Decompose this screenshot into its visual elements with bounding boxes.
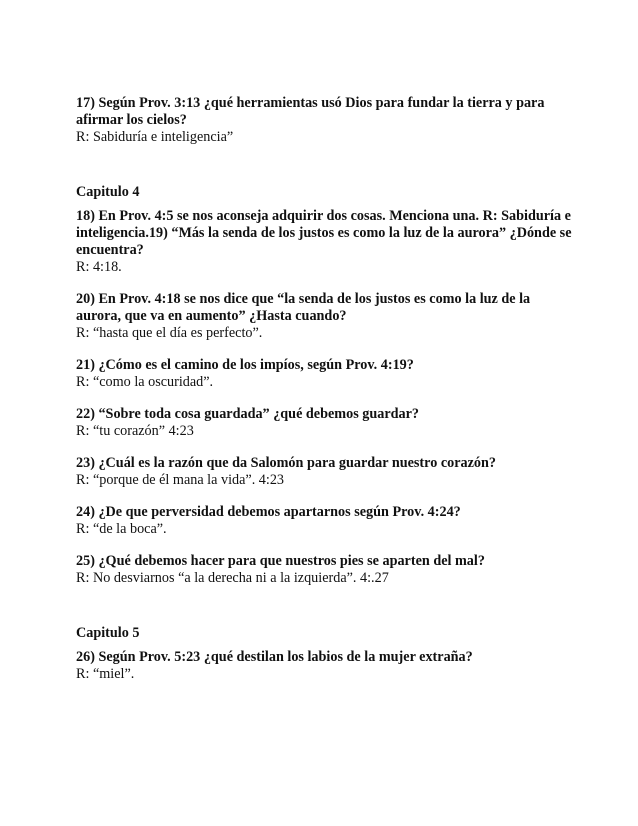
answer-17: R: Sabiduría e inteligencia” (76, 129, 234, 145)
qa-23 (76, 455, 576, 489)
document-page (76, 95, 576, 683)
qa-25 (76, 553, 576, 587)
answer-20: R: “hasta que el día es perfecto”. (76, 325, 263, 341)
qa-20 (76, 291, 576, 342)
question-26: 26) Según Prov. 5:23 ¿qué destilan los labios de la mujer extraña? (76, 649, 473, 665)
answer-18: R: 4:18. (76, 259, 122, 275)
answer-23: R: “porque de él mana la vida”. 4:23 (76, 472, 285, 488)
qa-18 (76, 208, 576, 276)
qa-24 (76, 504, 576, 538)
question-25: 25) ¿Qué debemos hacer para que nuestros pies se aparten del mal? (76, 553, 485, 569)
qa-22 (76, 406, 576, 440)
question-22: 22) “Sobre toda cosa guardada” ¿qué debemos guardar? (76, 406, 420, 422)
question-18: 18) En Prov. 4:5 se nos aconseja adquirir dos cosas. Menciona una. R: Sabiduría e inteligencia.19) “Más la senda de los justos es como la luz de la aurora” ¿Dónde se encuentra? (76, 208, 572, 258)
qa-26 (76, 649, 576, 683)
answer-25: R: No desviarnos “a la derecha ni a la izquierda”. 4:.27 (76, 570, 389, 586)
answer-21: R: “como la oscuridad”. (76, 374, 214, 390)
question-21: 21) ¿Cómo es el camino de los impíos, según Prov. 4:19? (76, 357, 414, 373)
answer-26: R: “miel”. (76, 666, 135, 682)
question-24: 24) ¿De que perversidad debemos apartarnos según Prov. 4:24? (76, 504, 461, 520)
question-20: 20) En Prov. 4:18 se nos dice que “la senda de los justos es como la luz de la aurora, que va en aumento” ¿Hasta cuando? (76, 291, 531, 324)
question-23: 23) ¿Cuál es la razón que da Salomón para guardar nuestro corazón? (76, 455, 496, 471)
chapter-5-heading: Capitulo 5 (76, 625, 140, 641)
answer-24: R: “de la boca”. (76, 521, 167, 537)
qa-17 (76, 95, 576, 146)
question-17: 17) Según Prov. 3:13 ¿qué herramientas usó Dios para fundar la tierra y para afirmar los cielos? (76, 95, 545, 128)
answer-22: R: “tu corazón” 4:23 (76, 423, 194, 439)
qa-21 (76, 357, 576, 391)
chapter-4-heading: Capitulo 4 (76, 184, 140, 200)
